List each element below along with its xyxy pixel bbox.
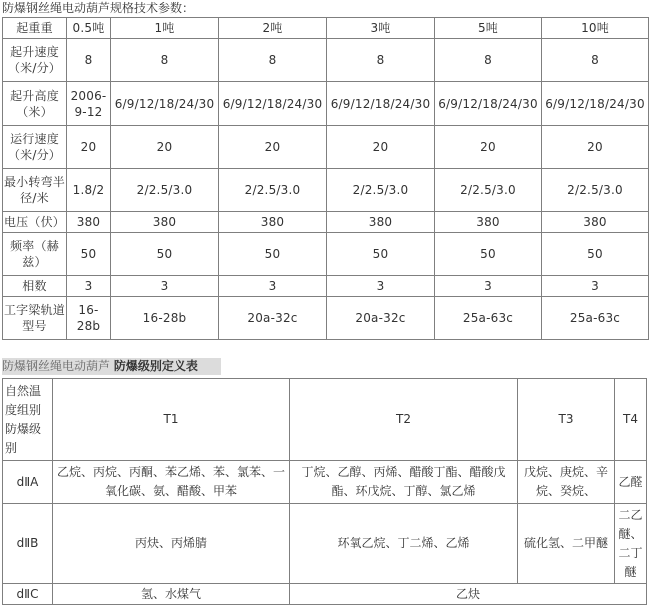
- row-label: 频率（赫兹）: [3, 233, 67, 276]
- table-row: [3, 276, 649, 297]
- table-cell: 6/9/12/18/24/30: [219, 82, 327, 126]
- row-label: 起升高度（米）: [3, 82, 67, 126]
- table-cell: 380: [67, 212, 111, 233]
- group-header-t3: T3: [518, 379, 615, 461]
- table-row: [3, 233, 649, 276]
- spec-header-cell: 5吨: [435, 18, 542, 39]
- table-row: [3, 584, 647, 605]
- spec-table: [2, 17, 649, 340]
- table-cell: 20: [111, 126, 219, 169]
- table-cell: 环氧乙烷、丁二烯、乙烯: [290, 504, 518, 584]
- table-cell: 50: [67, 233, 111, 276]
- table-cell: 6/9/12/18/24/30: [111, 82, 219, 126]
- table-row: [3, 82, 649, 126]
- spec-header-cell: 2吨: [219, 18, 327, 39]
- row-label: 相数: [3, 276, 67, 297]
- table-cell: 8: [327, 39, 435, 82]
- table-cell: 20a-32c: [219, 297, 327, 340]
- table-cell: 3: [111, 276, 219, 297]
- table-cell: 丁烷、乙醇、丙烯、醋酸丁酯、醋酸戊酯、环戊烷、丁醇、氯乙烯: [290, 461, 518, 504]
- table-row: [3, 212, 649, 233]
- spec-header-cell: 0.5吨: [67, 18, 111, 39]
- spec-header-cell: 3吨: [327, 18, 435, 39]
- row-label: dⅡB: [3, 504, 53, 584]
- table-cell: 1.8/2: [67, 169, 111, 212]
- row-label: 工字梁轨道型号: [3, 297, 67, 340]
- table-cell: 20: [435, 126, 542, 169]
- table-cell: 50: [111, 233, 219, 276]
- table-cell: 25a-63c: [542, 297, 649, 340]
- table-cell-merged: 乙炔: [290, 584, 647, 605]
- table-row: [3, 504, 647, 584]
- table-row: [3, 126, 649, 169]
- row-label: 最小转弯半径/米: [3, 169, 67, 212]
- table-cell: 3: [67, 276, 111, 297]
- row-label: 起升速度（米/分）: [3, 39, 67, 82]
- table-cell: 6/9/12/18/24/30: [327, 82, 435, 126]
- table-cell: 2/2.5/3.0: [435, 169, 542, 212]
- def-header-row: [3, 379, 647, 461]
- table-cell: 20: [219, 126, 327, 169]
- table-cell: 380: [111, 212, 219, 233]
- table-cell: 20: [542, 126, 649, 169]
- table-cell: 乙醛: [615, 461, 647, 504]
- table-cell: 2/2.5/3.0: [111, 169, 219, 212]
- table-cell: 50: [327, 233, 435, 276]
- caption-bold-text: 防爆级别定义表: [113, 359, 198, 373]
- table-cell: 8: [111, 39, 219, 82]
- caption-normal-text: 防爆钢丝绳电动葫芦: [2, 359, 114, 373]
- table-cell: 16-28b: [111, 297, 219, 340]
- table-cell: 氢、水煤气: [53, 584, 290, 605]
- table-cell: 丙炔、丙烯腈: [53, 504, 290, 584]
- table-cell: 戊烷、庚烷、辛烷、癸烷、: [518, 461, 615, 504]
- row-label: dⅡA: [3, 461, 53, 504]
- group-header-t4: T4: [615, 379, 647, 461]
- table-cell: 50: [435, 233, 542, 276]
- spec-header-cell: 10吨: [542, 18, 649, 39]
- table-cell: 8: [435, 39, 542, 82]
- table-row: [3, 169, 649, 212]
- table-cell: 380: [327, 212, 435, 233]
- table-cell: 380: [219, 212, 327, 233]
- table-cell: 20: [67, 126, 111, 169]
- table-cell: 2/2.5/3.0: [327, 169, 435, 212]
- row-label: 运行速度（米/分）: [3, 126, 67, 169]
- row-label: dⅡC: [3, 584, 53, 605]
- definition-table-caption: [2, 358, 221, 375]
- table-row: [3, 461, 647, 504]
- table-row: [3, 297, 649, 340]
- table-cell: 6/9/12/18/24/30: [435, 82, 542, 126]
- table-cell: 50: [542, 233, 649, 276]
- table-cell: 20: [327, 126, 435, 169]
- corner-cell: 自然温度组别防爆级别: [3, 379, 53, 461]
- table-row: [3, 39, 649, 82]
- table-cell: 硫化氢、二甲醚: [518, 504, 615, 584]
- table-cell: 8: [67, 39, 111, 82]
- table-cell: 3: [435, 276, 542, 297]
- table-cell: 2/2.5/3.0: [542, 169, 649, 212]
- table-cell: 6/9/12/18/24/30: [542, 82, 649, 126]
- group-header-t2: T2: [290, 379, 518, 461]
- table-cell: 8: [219, 39, 327, 82]
- definition-table: [2, 378, 647, 605]
- spec-table-caption: 防爆钢丝绳电动葫芦规格技术参数：: [2, 1, 195, 15]
- table-cell: 20a-32c: [327, 297, 435, 340]
- table-cell: 二乙醚、二丁醚: [615, 504, 647, 584]
- table-cell: 3: [327, 276, 435, 297]
- table-cell: 50: [219, 233, 327, 276]
- table-cell: 16-28b: [67, 297, 111, 340]
- table-cell: 380: [542, 212, 649, 233]
- table-cell: 2/2.5/3.0: [219, 169, 327, 212]
- table-cell: 25a-63c: [435, 297, 542, 340]
- spec-header-cell: 1吨: [111, 18, 219, 39]
- table-cell: 380: [435, 212, 542, 233]
- table-cell: 2006-9-12: [67, 82, 111, 126]
- spec-header-row: [3, 18, 649, 39]
- table-cell: 3: [542, 276, 649, 297]
- table-cell: 乙烷、丙烷、丙酮、苯乙烯、苯、氯苯、一氧化碳、氨、醋酸、甲苯: [53, 461, 290, 504]
- row-label: 电压（伏）: [3, 212, 67, 233]
- table-cell: 3: [219, 276, 327, 297]
- group-header-t1: T1: [53, 379, 290, 461]
- spec-header-cell: 起重重: [3, 18, 67, 39]
- table-cell: 8: [542, 39, 649, 82]
